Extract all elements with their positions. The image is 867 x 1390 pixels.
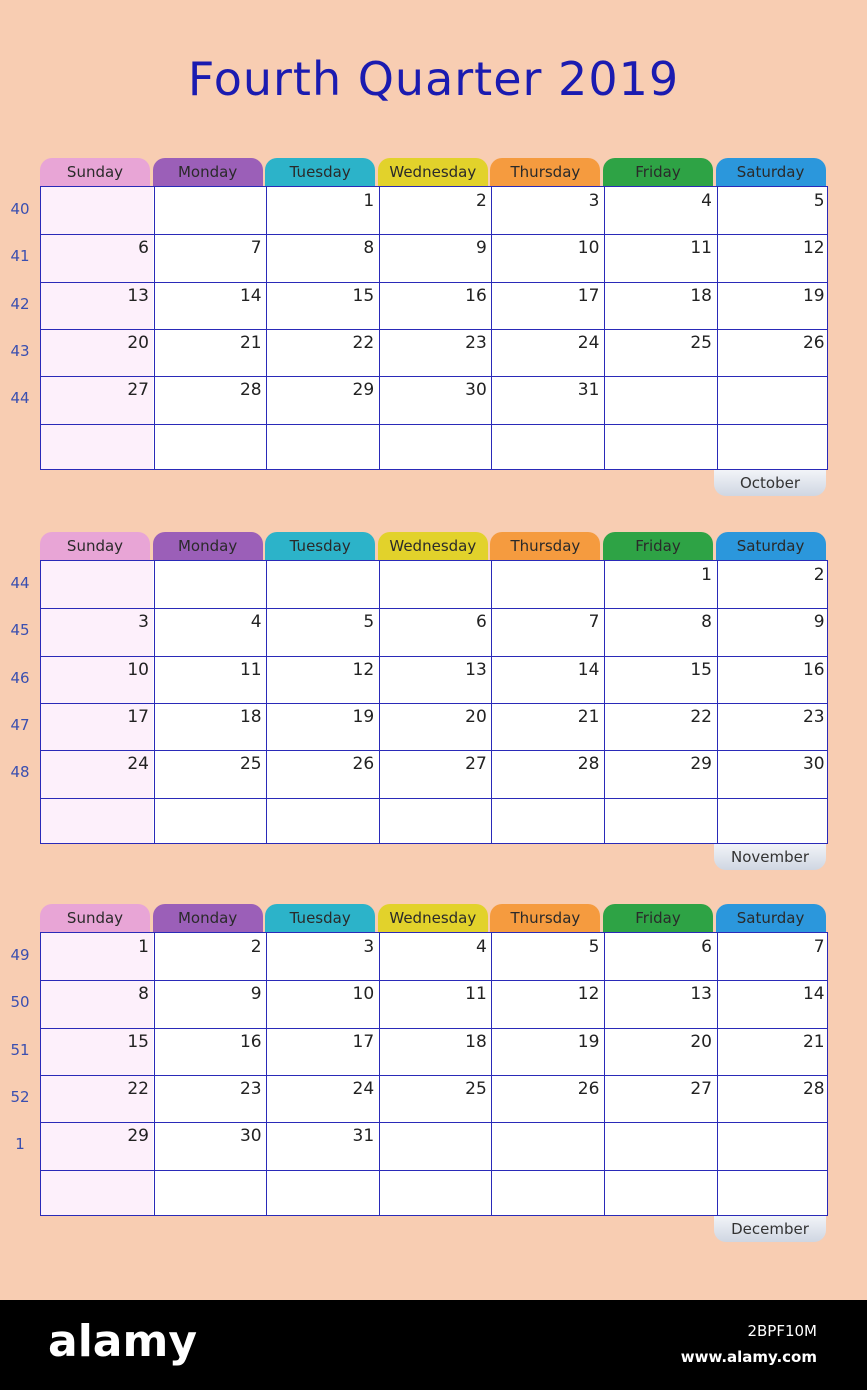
day-number: 29 — [127, 1126, 149, 1147]
day-number: 9 — [250, 984, 262, 1005]
day-number: 9 — [813, 612, 825, 633]
day-number: 31 — [352, 1126, 375, 1147]
weekday-header-tuesday: Tuesday — [265, 904, 375, 932]
day-number: 25 — [465, 1078, 487, 1099]
day-number: 14 — [802, 984, 825, 1005]
day-number: 12 — [352, 659, 375, 680]
weekday-header-saturday: Saturday — [716, 904, 826, 932]
weekday-header-thursday: Thursday — [490, 904, 600, 932]
week-number: 45 — [10, 621, 30, 640]
grid-row-divider — [41, 376, 827, 377]
weekday-header-friday: Friday — [603, 904, 713, 932]
day-number: 11 — [690, 238, 712, 259]
day-number: 7 — [250, 238, 262, 259]
weekday-header-row — [40, 532, 828, 560]
day-number: 20 — [690, 1031, 712, 1052]
month-block — [0, 158, 867, 508]
day-number: 8 — [363, 238, 375, 259]
day-number: 28 — [802, 1078, 825, 1099]
week-number: 49 — [10, 946, 30, 964]
day-number: 20 — [127, 332, 149, 353]
day-number: 5 — [588, 937, 600, 957]
day-number: 28 — [577, 754, 600, 775]
day-number: 5 — [813, 191, 825, 211]
weekday-header-row — [40, 158, 828, 186]
weekday-header-friday: Friday — [603, 158, 713, 186]
day-number: 21 — [577, 706, 600, 727]
grid-row-divider — [41, 424, 827, 425]
day-number: 2 — [250, 937, 262, 957]
day-number: 2 — [813, 565, 825, 585]
grid-row-divider — [41, 798, 827, 799]
day-number: 12 — [577, 984, 600, 1005]
day-number: 16 — [465, 285, 487, 306]
weekday-header-sunday: Sunday — [40, 904, 150, 932]
day-number: 19 — [577, 1031, 600, 1052]
weekday-header-wednesday: Wednesday — [378, 532, 488, 560]
month-label-tab: November — [714, 844, 826, 870]
grid-row-divider — [41, 234, 827, 235]
day-number: 31 — [577, 380, 600, 401]
day-number: 17 — [352, 1031, 375, 1052]
day-number: 21 — [239, 332, 262, 353]
day-number: 14 — [577, 659, 600, 680]
day-number: 26 — [577, 1078, 600, 1099]
day-number: 19 — [802, 285, 825, 306]
day-number: 26 — [352, 754, 375, 775]
day-number: 15 — [127, 1031, 149, 1052]
grid-row-divider — [41, 750, 827, 751]
day-number: 29 — [352, 380, 375, 401]
day-number: 7 — [588, 612, 600, 633]
week-number: 51 — [10, 1040, 30, 1059]
day-number: 12 — [802, 238, 825, 259]
footer-bar — [0, 1300, 867, 1390]
day-number: 2 — [475, 191, 487, 211]
day-number: 6 — [475, 612, 487, 633]
day-number: 15 — [352, 285, 375, 306]
day-number: 17 — [577, 285, 600, 306]
day-number: 3 — [138, 612, 149, 633]
week-number: 40 — [10, 200, 30, 218]
weekday-header-saturday: Saturday — [716, 532, 826, 560]
month-label-tab: December — [714, 1216, 826, 1242]
week-number: 43 — [10, 341, 30, 360]
day-number: 25 — [690, 332, 712, 353]
day-number: 23 — [239, 1078, 262, 1099]
day-number: 30 — [239, 1126, 262, 1147]
day-number: 6 — [138, 238, 149, 259]
day-number: 30 — [465, 380, 487, 401]
month-label-tab: October — [714, 470, 826, 496]
day-number: 14 — [239, 285, 262, 306]
day-number: 27 — [127, 380, 149, 401]
grid-row-divider — [41, 1075, 827, 1076]
day-number: 23 — [465, 332, 487, 353]
weekday-header-thursday: Thursday — [490, 532, 600, 560]
month-grid — [40, 560, 828, 844]
grid-row-divider — [41, 329, 827, 330]
weekday-header-wednesday: Wednesday — [378, 904, 488, 932]
day-number: 7 — [813, 937, 825, 957]
week-number: 41 — [10, 247, 30, 266]
weekday-header-sunday: Sunday — [40, 158, 150, 186]
week-number: 46 — [10, 668, 30, 687]
day-number: 24 — [127, 754, 149, 775]
day-number: 1 — [363, 191, 375, 211]
day-number: 10 — [577, 238, 600, 259]
week-number: 42 — [10, 294, 30, 313]
day-number: 22 — [352, 332, 375, 353]
day-number: 6 — [701, 937, 712, 957]
day-number: 1 — [701, 565, 712, 585]
month-grid — [40, 186, 828, 470]
grid-row-divider — [41, 703, 827, 704]
day-number: 29 — [690, 754, 712, 775]
day-number: 10 — [352, 984, 375, 1005]
day-number: 16 — [802, 659, 825, 680]
weekday-header-tuesday: Tuesday — [265, 158, 375, 186]
weekday-header-sunday: Sunday — [40, 532, 150, 560]
day-number: 11 — [239, 659, 262, 680]
day-number: 4 — [475, 937, 487, 957]
day-number: 4 — [250, 612, 262, 633]
day-number: 26 — [802, 332, 825, 353]
month-block — [0, 532, 867, 882]
week-number: 44 — [10, 389, 30, 408]
day-number: 30 — [802, 754, 825, 775]
weekday-header-thursday: Thursday — [490, 158, 600, 186]
grid-row-divider — [41, 1122, 827, 1123]
grid-row-divider — [41, 980, 827, 981]
day-number: 9 — [475, 238, 487, 259]
day-number: 27 — [690, 1078, 712, 1099]
day-number: 13 — [127, 285, 149, 306]
week-number: 50 — [10, 993, 30, 1012]
day-number: 28 — [239, 380, 262, 401]
grid-row-divider — [41, 1170, 827, 1171]
day-number: 22 — [690, 706, 712, 727]
day-number: 8 — [701, 612, 712, 633]
day-number: 18 — [465, 1031, 487, 1052]
day-number: 24 — [577, 332, 600, 353]
weekday-header-friday: Friday — [603, 532, 713, 560]
day-number: 3 — [588, 191, 600, 211]
weekday-header-row — [40, 904, 828, 932]
image-id: 2BPF10M — [747, 1322, 817, 1340]
day-number: 19 — [352, 706, 375, 727]
weekday-header-monday: Monday — [153, 904, 263, 932]
grid-row-divider — [41, 1028, 827, 1029]
day-number: 25 — [239, 754, 262, 775]
day-number: 10 — [127, 659, 149, 680]
grid-row-divider — [41, 608, 827, 609]
day-number: 13 — [465, 659, 487, 680]
weekday-header-monday: Monday — [153, 532, 263, 560]
week-number: 1 — [15, 1135, 25, 1154]
weekday-header-saturday: Saturday — [716, 158, 826, 186]
site-url: www.alamy.com — [680, 1348, 817, 1366]
day-number: 16 — [239, 1031, 262, 1052]
day-number: 15 — [690, 659, 712, 680]
page-title: Fourth Quarter 2019 — [187, 52, 680, 106]
day-number: 4 — [701, 191, 712, 211]
week-number: 47 — [10, 715, 30, 734]
weekday-header-tuesday: Tuesday — [265, 532, 375, 560]
day-number: 23 — [802, 706, 825, 727]
day-number: 1 — [138, 937, 149, 957]
day-number: 17 — [127, 706, 149, 727]
alamy-logo: alamy — [48, 1316, 197, 1367]
day-number: 11 — [465, 984, 487, 1005]
month-block — [0, 904, 867, 1254]
day-number: 8 — [138, 984, 149, 1005]
day-number: 18 — [239, 706, 262, 727]
day-number: 18 — [690, 285, 712, 306]
day-number: 20 — [465, 706, 487, 727]
day-number: 22 — [127, 1078, 149, 1099]
day-number: 24 — [352, 1078, 375, 1099]
day-number: 13 — [690, 984, 712, 1005]
day-number: 21 — [802, 1031, 825, 1052]
weekday-header-wednesday: Wednesday — [378, 158, 488, 186]
week-number: 52 — [10, 1087, 30, 1106]
week-number: 44 — [10, 574, 30, 592]
day-number: 27 — [465, 754, 487, 775]
day-number: 3 — [363, 937, 375, 957]
week-number: 48 — [10, 763, 30, 782]
grid-row-divider — [41, 656, 827, 657]
month-grid — [40, 932, 828, 1216]
grid-row-divider — [41, 282, 827, 283]
weekday-header-monday: Monday — [153, 158, 263, 186]
day-number: 5 — [363, 612, 375, 633]
